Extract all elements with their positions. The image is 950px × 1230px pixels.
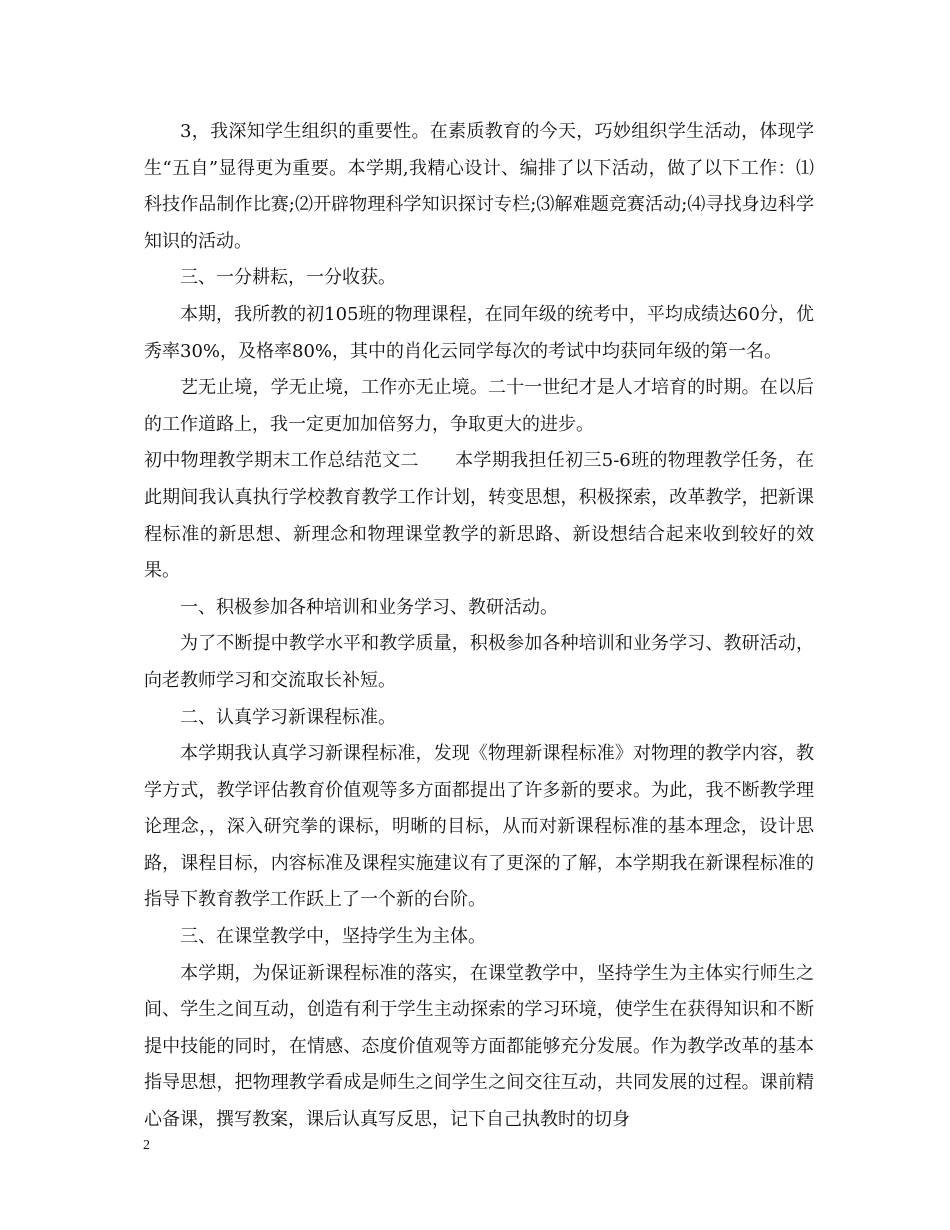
section-intro: 本学期我担任初三5-6班的物理教学任务，在此期间我认真执行学校教育教学工作计划，转变思想，积极探索，改革教学，把新课程标准的新思想、新理念和物理课堂教学的新思路、新设想结合起来收到较好的效果。 <box>144 450 814 582</box>
page-number: 2 <box>143 1138 150 1153</box>
heading-curriculum: 二、认真学习新课程标准。 <box>180 706 396 728</box>
heading-harvest: 三、一分耕耘，一分收获。 <box>180 267 396 289</box>
paragraph-conclusion: 艺无止境，学无止境，工作亦无止境。二十一世纪才是人才培育的时期。在以后的工作道路上，我一定更加加倍努力，争取更大的进步。 <box>144 377 814 435</box>
heading-training: 一、积极参加各种培训和业务学习、教研活动。 <box>180 596 558 618</box>
paragraph-activities: 3，我深知学生组织的重要性。在素质教育的今天，巧妙组织学生活动，体现学生“五自”显得更为重要。本学期,我精心设计、编排了以下活动，做了以下工作：⑴科技作品制作比赛;⑵开辟物理科学知识探讨专栏;⑶解难题竞赛活动;⑷寻找身边科学知识的活动。 <box>144 121 814 252</box>
paragraph-classroom: 本学期，为保证新课程标准的落实，在课堂教学中，坚持学生为主体实行师生之间、学生之间互动，创造有利于学生主动探索的学习环境，使学生在获得知识和不断提中技能的同时，在情感、态度价值观等方面都能够充分发展。作为教学改革的基本指导思想，把物理教学看成是师生之间学生之间交往互动，共同发展的过程。课前精心备课，撰写教案，课后认真写反思，记下自己执教时的切身 <box>144 962 814 1131</box>
paragraph-training: 为了不断提中教学水平和教学质量，积极参加各种培训和业务学习、教研活动，向老教师学习和交流取长补短。 <box>144 633 814 691</box>
heading-classroom: 三、在课堂教学中，坚持学生为主体。 <box>180 926 486 948</box>
document-body <box>144 114 814 1139</box>
paragraph-results: 本期，我所教的初105班的物理课程，在同年级的统考中，平均成绩达60分，优秀率30%，及格率80%，其中的肖化云同学每次的考试中均获同年级的第一名。 <box>144 303 814 362</box>
paragraph-curriculum: 本学期我认真学习新课程标准，发现《物理新课程标准》对物理的教学内容，教学方式，教学评估教育价值观等多方面都提出了许多新的要求。为此，我不断教学理论理念，，深入研究拳的课标，明晰的目标，从而对新课程标准的基本理念，设计思路，课程目标，内容标准及课程实施建议有了更深的了解，本学期我在新课程标准的指导下教育教学工作跃上了一个新的台阶。 <box>144 743 814 911</box>
section-two-paragraph <box>144 443 814 589</box>
section-heading: 初中物理教学期末工作总结范文二 <box>144 450 419 472</box>
